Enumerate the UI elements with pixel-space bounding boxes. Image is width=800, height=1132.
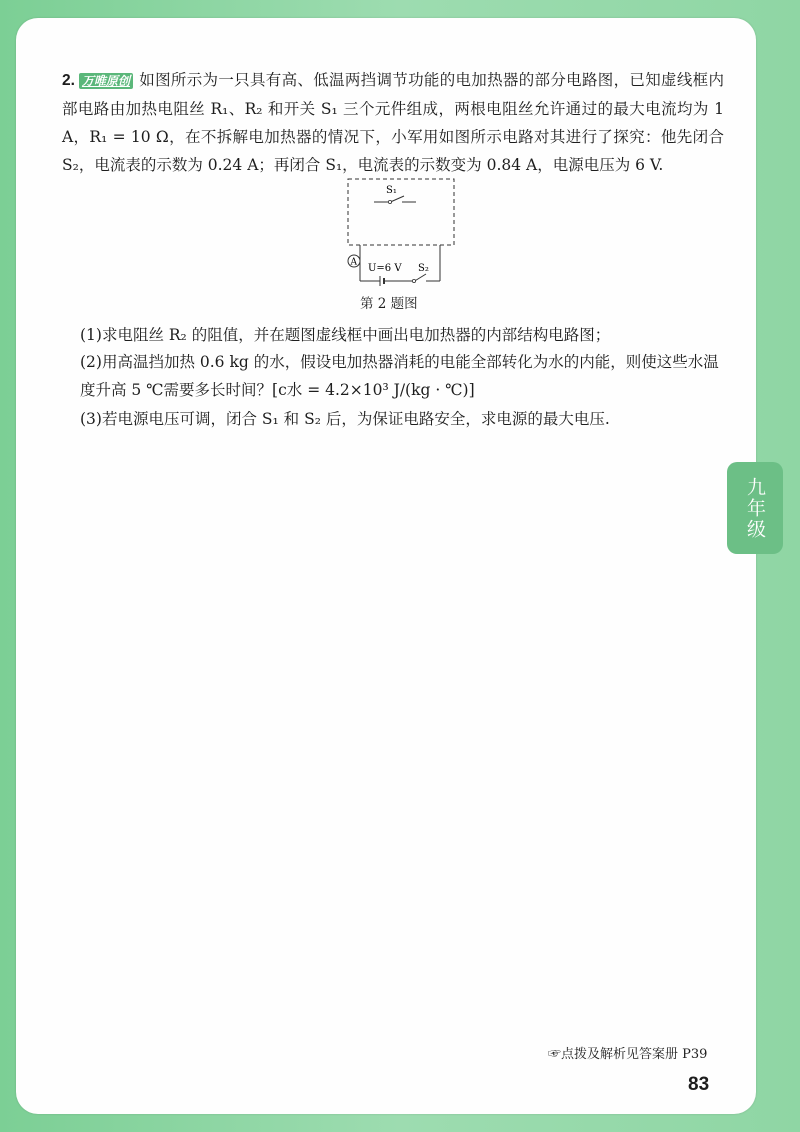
subquestion-1: (1)求电阻丝 R₂ 的阻值，并在题图虚线框中画出电加热器的内部结构电路图； — [80, 326, 611, 344]
figure-caption: 第 2 题图 — [360, 296, 418, 312]
source-label: U=6 V — [368, 263, 402, 274]
answer-reference: ☞点拨及解析见答案册 P39 — [548, 1047, 708, 1062]
original-badge: 万唯原创 — [79, 73, 133, 89]
question-number: 2. — [62, 72, 75, 89]
grade-tab-label: 九年级 — [744, 476, 766, 540]
subquestion-3: (3)若电源电压可调，闭合 S₁ 和 S₂ 后，为保证电路安全，求电源的最大电压. — [80, 410, 610, 428]
s1-label: S₁ — [386, 185, 397, 196]
question-text: 如图所示为一只具有高、低温两挡调节功能的电加热器的部分电路图，已知虚线框内部电路由加热电阻丝 R₁、R₂ 和开关 S₁ 三个元件组成，两根电阻丝允许通过的最大电流均为 1 A，R₁ = 10 Ω，在不拆解电加热器的情况下，小军用如图所示电路对其进行了探究：他先闭合 S₂，电流表的示数为 0.24 A；再闭合 S₁，电流表的示数变为 0.84 A，电源电压为 6 V. — [62, 71, 724, 174]
circuit-diagram — [340, 173, 460, 288]
s2-blade — [416, 274, 427, 281]
ammeter-label: A — [350, 257, 357, 268]
grade-side-tab[interactable] — [727, 462, 783, 554]
page-number: 83 — [688, 1074, 710, 1095]
s2-label: S₂ — [418, 263, 429, 274]
subquestion-2: (2)用高温挡加热 0.6 kg 的水，假设电加热器消耗的电能全部转化为水的内能，则使这些水温度升高 5 ℃需要多长时间？[c水 = 4.2×10³ J/(kg · ℃)] — [80, 353, 719, 399]
question-2 — [62, 66, 724, 179]
dashed-box — [348, 179, 454, 245]
s1-blade — [392, 196, 405, 202]
